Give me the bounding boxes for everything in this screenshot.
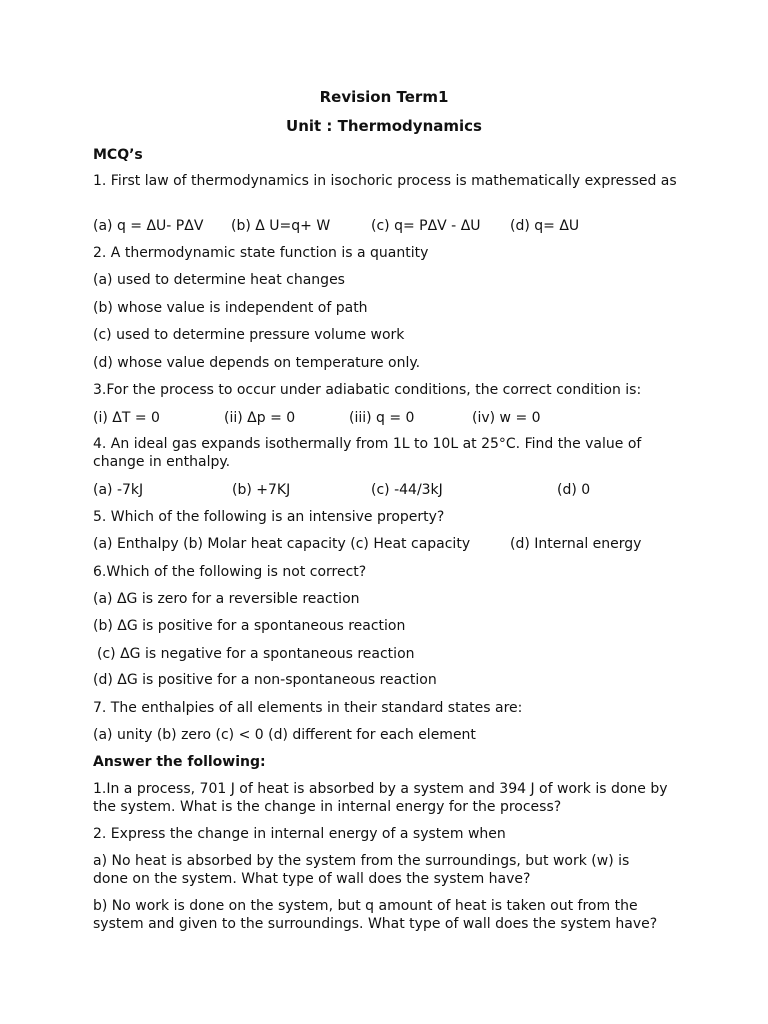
option-iv: (iv) w = 0 bbox=[472, 410, 541, 426]
unit-title: Unit : Thermodynamics bbox=[286, 117, 482, 135]
option-iii: (iii) q = 0 bbox=[349, 410, 415, 426]
option-a: (a) q = ΔU- PΔV bbox=[93, 218, 204, 234]
question-6: 6.Which of the following is not correct? bbox=[93, 564, 367, 580]
mcq-heading: MCQ’s bbox=[93, 147, 143, 163]
question-2-option-c: (c) used to determine pressure volume work bbox=[93, 327, 405, 343]
question-4: 4. An ideal gas expands isothermally from 1L to 10L at 25°C. Find the value of change in enthalpy. bbox=[93, 436, 642, 470]
question-6-option-b: (b) ΔG is positive for a spontaneous reaction bbox=[93, 618, 406, 634]
answer-question-2: 2. Express the change in internal energy of a system when bbox=[93, 826, 506, 842]
option-d: (d) 0 bbox=[557, 482, 591, 498]
option-d: (d) q= ΔU bbox=[510, 218, 580, 234]
option-i: (i) ΔT = 0 bbox=[93, 410, 160, 426]
question-7: 7. The enthalpies of all elements in their standard states are: bbox=[93, 700, 523, 716]
option-c: (c) -44/3kJ bbox=[371, 482, 443, 498]
question-7-options: (a) unity (b) zero (c) < 0 (d) different for each element bbox=[93, 727, 476, 743]
option-c: (c) q= PΔV - ΔU bbox=[371, 218, 481, 234]
question-2-option-b: (b) whose value is independent of path bbox=[93, 300, 368, 316]
answer-question-2b: b) No work is done on the system, but q amount of heat is taken out from the system and given to the surroundings. What type of wall does the system have? bbox=[93, 898, 658, 932]
question-2-option-a: (a) used to determine heat changes bbox=[93, 272, 345, 288]
answer-question-1: 1.In a process, 701 J of heat is absorbed by a system and 394 J of work is done by the system. What is the change in internal energy for the process? bbox=[93, 781, 668, 815]
question-5: 5. Which of the following is an intensive property? bbox=[93, 509, 445, 525]
document-title: Revision Term1 bbox=[319, 88, 449, 106]
answer-question-2a: a) No heat is absorbed by the system from the surroundings, but work (w) is done on the system. What type of wall does the system have? bbox=[93, 853, 630, 887]
question-3: 3.For the process to occur under adiabatic conditions, the correct condition is: bbox=[93, 382, 642, 398]
answer-heading: Answer the following: bbox=[93, 754, 266, 770]
question-6-option-c: (c) ΔG is negative for a spontaneous reaction bbox=[97, 646, 415, 662]
question-6-option-a: (a) ΔG is zero for a reversible reaction bbox=[93, 591, 360, 607]
option-b: (b) +7KJ bbox=[232, 482, 291, 498]
question-2: 2. A thermodynamic state function is a quantity bbox=[93, 245, 429, 261]
option-ii: (ii) Δp = 0 bbox=[224, 410, 296, 426]
options-a-c: (a) Enthalpy (b) Molar heat capacity (c) Heat capacity bbox=[93, 536, 471, 552]
question-2-option-d: (d) whose value depends on temperature only. bbox=[93, 355, 421, 371]
option-b: (b) Δ U=q+ W bbox=[231, 218, 331, 234]
option-d: (d) Internal energy bbox=[510, 536, 642, 552]
question-6-option-d: (d) ΔG is positive for a non-spontaneous reaction bbox=[93, 672, 437, 688]
question-1: 1. First law of thermodynamics in isochoric process is mathematically expressed as bbox=[93, 173, 677, 189]
option-a: (a) -7kJ bbox=[93, 482, 144, 498]
